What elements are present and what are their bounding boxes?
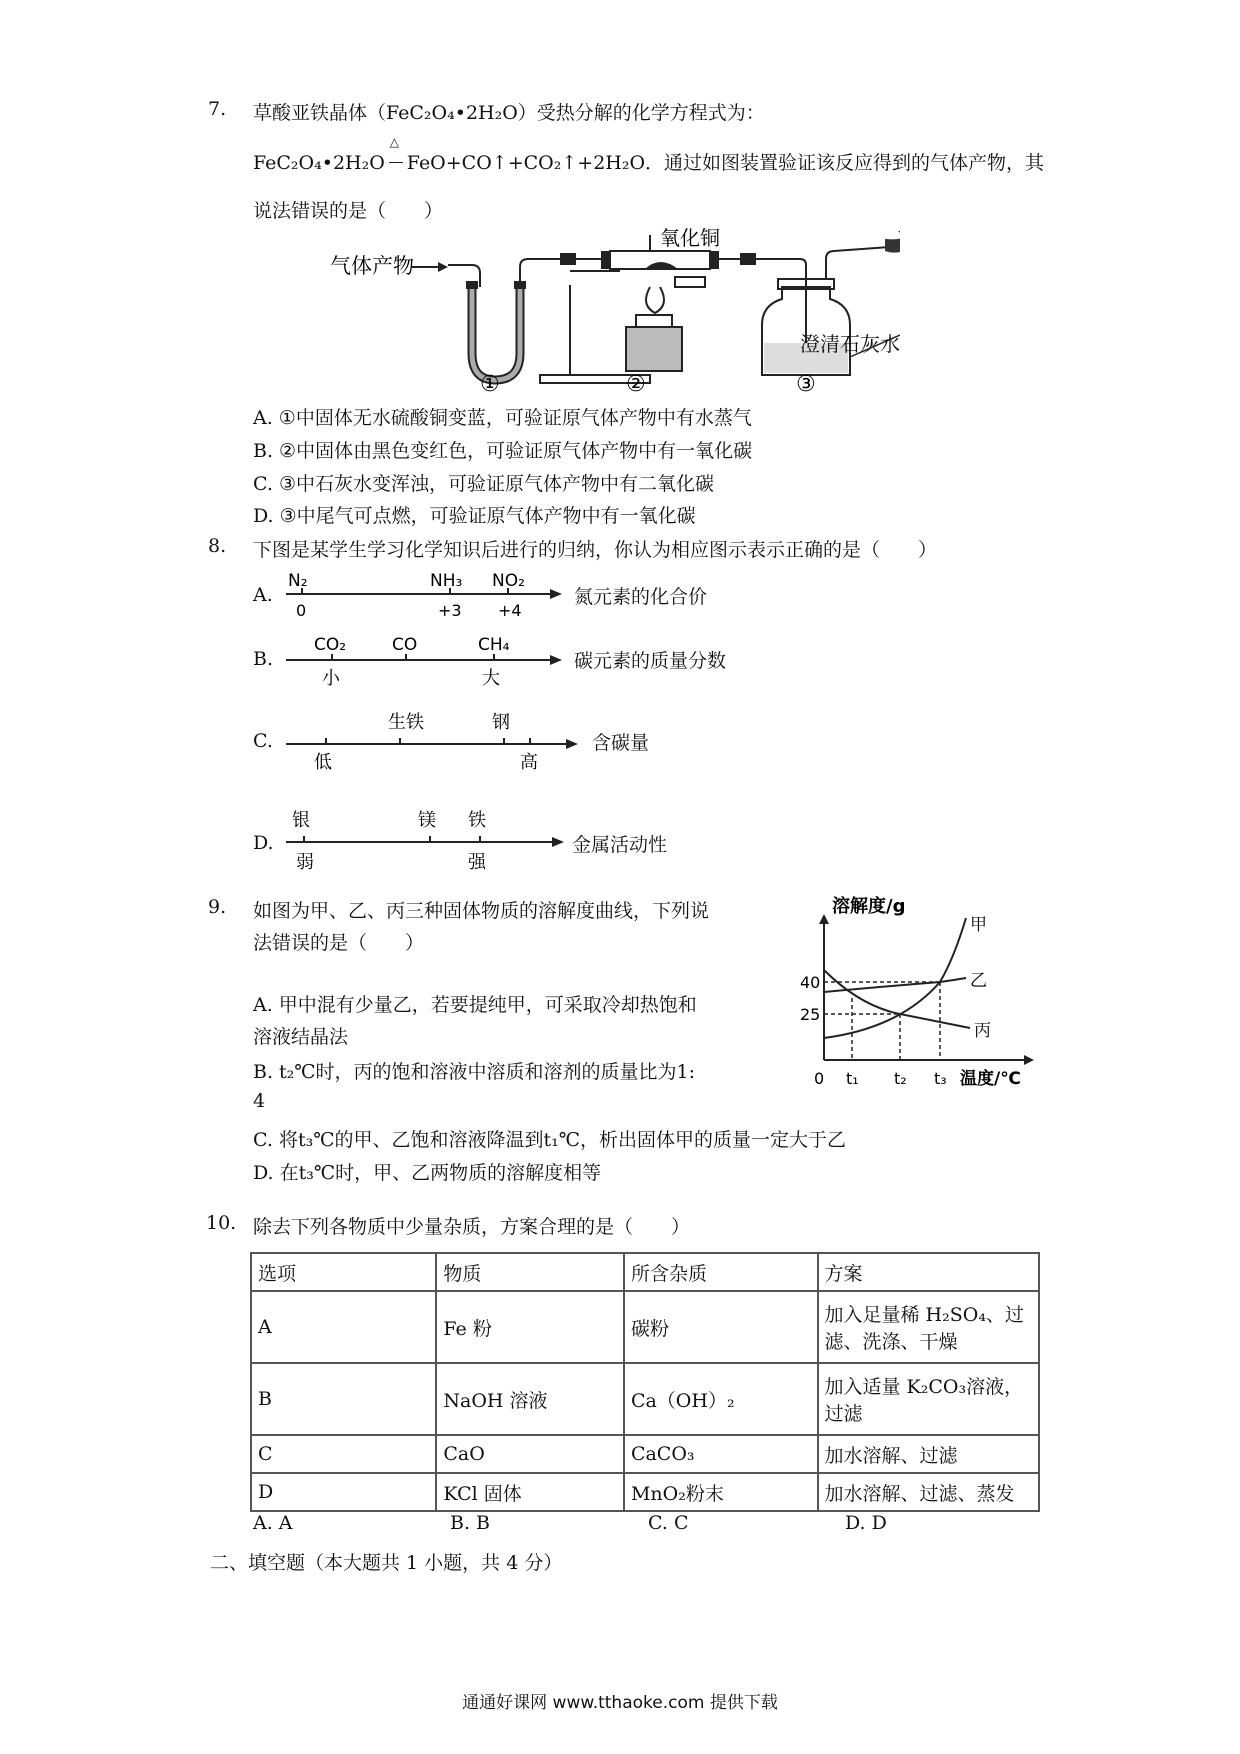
table-row — [251, 1291, 1039, 1363]
header-option: 选项 — [251, 1253, 436, 1291]
q8a-label: 氮元素的化合价 — [574, 586, 708, 608]
q8c-top-0: 生铁 — [388, 712, 424, 733]
q8-stem: 下图是某学生学习化学知识后进行的归纳，你认为相应图示表示正确的是（ ） — [253, 539, 938, 561]
graph-x-label: 温度/℃ — [960, 1069, 1021, 1089]
cell: 加水溶解、过滤、蒸发 — [818, 1473, 1040, 1511]
cell: Ca（OH）₂ — [624, 1363, 818, 1435]
gas-product-label: 气体产物 — [330, 254, 414, 278]
q8b-bottom-0: 小 — [322, 668, 340, 689]
q8a-bottom-2: +4 — [498, 601, 522, 620]
q8d-axis — [280, 806, 570, 876]
graph-origin: 0 — [814, 1069, 825, 1088]
q8a-top-1: NH₃ — [430, 571, 463, 591]
header-impurity: 所含杂质 — [624, 1253, 818, 1291]
q10-answer-c: C. C — [648, 1512, 689, 1534]
table-header-row — [251, 1253, 1039, 1291]
exhaust-tube — [826, 247, 890, 279]
section-2-heading: 二、填空题（本大题共 1 小题，共 4 分） — [210, 1552, 563, 1574]
q9-option-b-2: 4 — [253, 1090, 266, 1112]
rubber-connector-1 — [560, 253, 576, 265]
apparatus-figure — [320, 225, 900, 395]
cell: 加入适量 K₂CO₃溶液，过滤 — [818, 1363, 1040, 1435]
page-footer: 通通好课网 www.tthaoke.com 提供下载 — [462, 1693, 778, 1713]
q10-answer-a: A. A — [253, 1512, 293, 1534]
cell: 碳粉 — [624, 1291, 818, 1363]
q10-number: 10. — [206, 1212, 237, 1234]
q8a-bottom-0: 0 — [296, 601, 307, 620]
label-jia: 甲 — [970, 915, 987, 935]
q8d-top-2: 铁 — [468, 810, 486, 831]
q8d-top-0: 银 — [292, 810, 310, 831]
u-tube-stopper-left — [466, 281, 478, 289]
q7-stem-end: 说法错误的是（ ） — [253, 200, 444, 222]
cell: A — [251, 1291, 436, 1363]
q9-option-c: C. 将t₃℃的甲、乙饱和溶液降温到t₁℃，析出固体甲的质量一定大于乙 — [253, 1129, 846, 1151]
q8b-top-2: CH₄ — [478, 635, 510, 655]
header-scheme: 方案 — [818, 1253, 1040, 1291]
q8a-bottom-1: +3 — [438, 601, 462, 620]
alcohol-lamp-body — [626, 327, 682, 371]
q7-eq-condition: △ — [385, 152, 407, 174]
q9-stem-1: 如图为甲、乙、丙三种固体物质的溶解度曲线，下列说 — [253, 900, 710, 922]
q10-answer-d: D. D — [845, 1512, 887, 1534]
q8a-top-0: N₂ — [288, 571, 308, 591]
q8c-bottom-1: 高 — [520, 752, 538, 773]
inlet-arrowhead — [438, 262, 448, 272]
cell: 加水溶解、过滤 — [818, 1435, 1040, 1473]
cell: 加入足量稀 H₂SO₄、过滤、洗涤、干燥 — [818, 1291, 1040, 1363]
cell: C — [251, 1435, 436, 1473]
q8b-label: 碳元素的质量分数 — [574, 650, 727, 672]
q9-option-a-2: 溶液结晶法 — [253, 1026, 349, 1048]
alcohol-lamp-flame — [646, 287, 664, 313]
label-bing: 丙 — [974, 1021, 991, 1041]
cell: NaOH 溶液 — [436, 1363, 624, 1435]
q8a-axis — [280, 568, 570, 624]
q8d-bottom-0: 弱 — [296, 852, 314, 873]
mark-3: ③ — [796, 372, 816, 395]
graph-t2: t₂ — [894, 1069, 907, 1088]
curve-yi — [824, 978, 966, 992]
q8b-axis — [280, 632, 570, 690]
q7-eq-right: FeO+CO↑+CO₂↑+2H₂O．通过如图装置验证该反应得到的气体产物，其 — [406, 152, 1045, 174]
graph-t3: t₃ — [934, 1069, 947, 1088]
q8b-letter: B. — [253, 648, 274, 670]
u-tube — [472, 287, 520, 380]
cell: CaO — [436, 1435, 624, 1473]
q8d-bottom-1: 强 — [468, 852, 486, 873]
q8c-axis — [280, 708, 590, 774]
cell: MnO₂粉末 — [624, 1473, 818, 1511]
q7-option-c: C. ③中石灰水变浑浊，可验证原气体产物中有二氧化碳 — [253, 473, 714, 495]
q8c-label: 含碳量 — [592, 732, 650, 754]
q8d-label: 金属活动性 — [572, 834, 668, 856]
q7-equation — [253, 135, 1045, 175]
graph-t1: t₁ — [846, 1069, 859, 1088]
table-row — [251, 1473, 1039, 1511]
curve-jia — [824, 918, 966, 1038]
copper-oxide — [645, 262, 678, 269]
q8c-top-1: 钢 — [492, 712, 510, 733]
alcohol-lamp-neck — [636, 315, 672, 327]
cell: CaCO₃ — [624, 1435, 818, 1473]
q9-number: 9. — [208, 896, 227, 918]
q7-stem: 草酸亚铁晶体（FeC₂O₄•2H₂O）受热分解的化学方程式为： — [253, 102, 765, 124]
cell: KCl 固体 — [436, 1473, 624, 1511]
q8a-letter: A. — [253, 584, 273, 606]
q9-option-a-1: A. 甲中混有少量乙，若要提纯甲，可采取冷却热饱和 — [253, 994, 697, 1016]
table-row — [251, 1363, 1039, 1435]
q8b-top-0: CO₂ — [314, 635, 347, 655]
header-substance: 物质 — [436, 1253, 624, 1291]
q7-option-d: D. ③中尾气可点燃，可验证原气体产物中有一氧化碳 — [253, 505, 696, 527]
cell: D — [251, 1473, 436, 1511]
q8a-top-2: NO₂ — [492, 571, 525, 591]
cell: B — [251, 1363, 436, 1435]
rubber-connector-2 — [740, 253, 756, 265]
q8c-bottom-0: 低 — [314, 752, 332, 773]
graph-y-label: 溶解度/g — [832, 896, 906, 917]
curve-bing — [824, 970, 970, 1028]
table-row — [251, 1435, 1039, 1473]
graph-y-40: 40 — [800, 973, 821, 992]
q8d-letter: D. — [253, 832, 274, 854]
graph-y-25: 25 — [800, 1005, 821, 1024]
mark-2: ② — [626, 372, 646, 395]
mark-1: ① — [480, 372, 500, 395]
delivery-tube — [756, 259, 806, 345]
q8-number: 8. — [208, 535, 227, 557]
u-tube-stopper-right — [514, 281, 526, 289]
q9-stem-2: 法错误的是（ ） — [253, 932, 425, 954]
q8d-top-1: 镁 — [418, 810, 436, 831]
q7-option-a: A. ①中固体无水硫酸铜变蓝，可验证原气体产物中有水蒸气 — [253, 407, 752, 429]
connector-tube-1 — [520, 259, 560, 281]
q8b-top-1: CO — [392, 635, 418, 655]
cell: Fe 粉 — [436, 1291, 624, 1363]
q7-option-b: B. ②中固体由黑色变红色，可验证原气体产物中有一氧化碳 — [253, 440, 753, 462]
q8c-letter: C. — [253, 730, 273, 752]
q9-option-b-1: B. t₂℃时，丙的饱和溶液中溶质和溶剂的质量比为1: — [253, 1061, 696, 1083]
q8b-bottom-1: 大 — [482, 668, 500, 689]
label-yi: 乙 — [970, 971, 987, 991]
q9-option-d: D. 在t₃℃时，甲、乙两物质的溶解度相等 — [253, 1162, 602, 1184]
q10-stem: 除去下列各物质中少量杂质，方案合理的是（ ） — [253, 1216, 691, 1238]
solubility-graph — [790, 888, 1040, 1098]
copper-oxide-label: 氧化铜 — [660, 226, 720, 250]
tail-gas-flame — [885, 231, 900, 253]
limewater-label: 澄清石灰水 — [800, 332, 900, 356]
q7-eq-left: FeC₂O₄•2H₂O — [253, 152, 385, 174]
q7-number: 7. — [208, 98, 227, 120]
solution-table — [250, 1252, 1040, 1512]
q10-answer-b: B. B — [450, 1512, 491, 1534]
